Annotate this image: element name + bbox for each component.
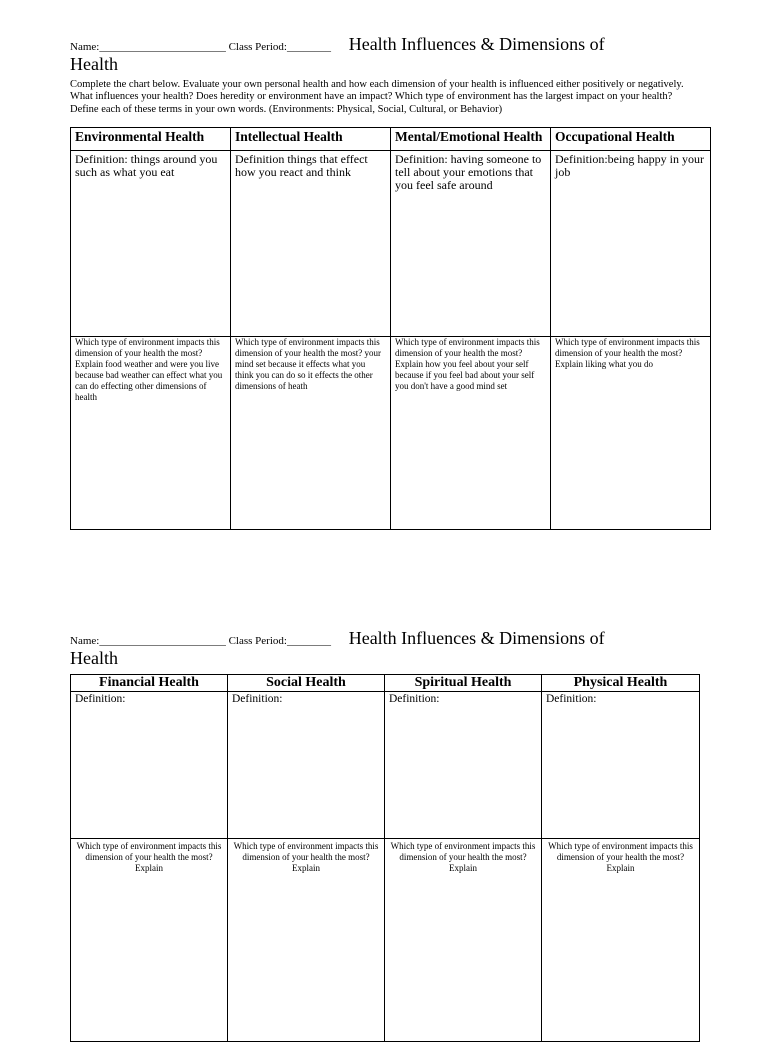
worksheet-title-continued: Health (70, 54, 118, 74)
definition-cell-environmental[interactable]: Definition: things around you such as what you eat (71, 151, 231, 337)
definition-row (71, 151, 711, 337)
worksheet-title: Health Influences & Dimensions of (348, 628, 605, 648)
dimensions-table-1 (70, 127, 711, 530)
environment-cell-intellectual[interactable] (231, 337, 391, 530)
environment-answer-line: because bad weather can effect what you can do effecting other dimensions of health (75, 370, 223, 402)
class-period-label: Class Period:________ (228, 635, 331, 647)
worksheet-title: Health Influences & Dimensions of (348, 34, 605, 54)
worksheet-header-1 (70, 34, 710, 74)
dimensions-table-2 (70, 674, 700, 1042)
environment-answer-line: Which type of environment impacts this dimension of your health the most? your mind set because it effects what you think you can do so it effects the other dimensions of heath (235, 337, 381, 391)
environment-cell-social[interactable]: Which type of environment impacts this dimension of your health the most? Explain (228, 839, 385, 1042)
environment-cell-physical[interactable]: Which type of environment impacts this dimension of your health the most? Explain (542, 839, 700, 1042)
definition-cell-social[interactable]: Definition: (228, 692, 385, 839)
instruction-line: Define each of these terms in your own words. (Environments: Physical, Social, Cultural, or Behavior) (70, 103, 503, 115)
instructions (70, 79, 710, 116)
header-line (70, 34, 710, 54)
class-period-label: Class Period:________ (228, 41, 331, 53)
definition-row (71, 692, 700, 839)
column-heading-social: Social Health (228, 675, 385, 692)
column-heading-physical: Physical Health (542, 675, 700, 692)
environment-answer-line: Which type of environment impacts this dimension of your health the most? Explain food weather and were you live (75, 337, 220, 369)
environment-cell-spiritual[interactable]: Which type of environment impacts this dimension of your health the most? Explain (385, 839, 542, 1042)
header-line (70, 628, 710, 648)
table-header-row (71, 128, 711, 151)
column-heading-environmental: Environmental Health (71, 128, 231, 151)
column-heading-financial: Financial Health (71, 675, 228, 692)
environment-answer-line: Which type of environment impacts this dimension of your health the most? Explain liking what you do (555, 337, 700, 369)
definition-cell-physical[interactable]: Definition: (542, 692, 700, 839)
column-heading-intellectual: Intellectual Health (231, 128, 391, 151)
environment-cell-financial[interactable]: Which type of environment impacts this dimension of your health the most? Explain (71, 839, 228, 1042)
environment-row (71, 839, 700, 1042)
instruction-line: Complete the chart below. Evaluate your own personal health and how each dimension of your health is influenced either positively or negatively. (70, 79, 684, 90)
column-heading-occupational: Occupational Health (551, 128, 711, 151)
definition-cell-occupational[interactable]: Definition:being happy in your job (551, 151, 711, 337)
column-heading-spiritual: Spiritual Health (385, 675, 542, 692)
column-heading-mental-emotional: Mental/Emotional Health (391, 128, 551, 151)
worksheet-header-2 (70, 628, 710, 668)
environment-row (71, 337, 711, 530)
environment-cell-occupational[interactable] (551, 337, 711, 530)
definition-cell-intellectual[interactable]: Definition things that effect how you react and think (231, 151, 391, 337)
definition-cell-mental-emotional[interactable]: Definition: having someone to tell about your emotions that you feel safe around (391, 151, 551, 337)
environment-answer-line: Which type of environment impacts this dimension of your health the most? Explain how you feel about your self because if you feel bad about your self you don't have a good mind set (395, 337, 540, 391)
name-field-label: Name:_______________________ (70, 635, 226, 647)
worksheet-title-continued: Health (70, 648, 118, 668)
environment-cell-mental-emotional[interactable] (391, 337, 551, 530)
instruction-line: What influences your health? Does heredity or environment have an impact? Which type of environment has the largest impact on your health? (70, 91, 673, 103)
name-field-label: Name:_______________________ (70, 41, 226, 53)
table-header-row (71, 675, 700, 692)
environment-cell-environmental[interactable] (71, 337, 231, 530)
definition-cell-spiritual[interactable]: Definition: (385, 692, 542, 839)
definition-cell-financial[interactable]: Definition: (71, 692, 228, 839)
